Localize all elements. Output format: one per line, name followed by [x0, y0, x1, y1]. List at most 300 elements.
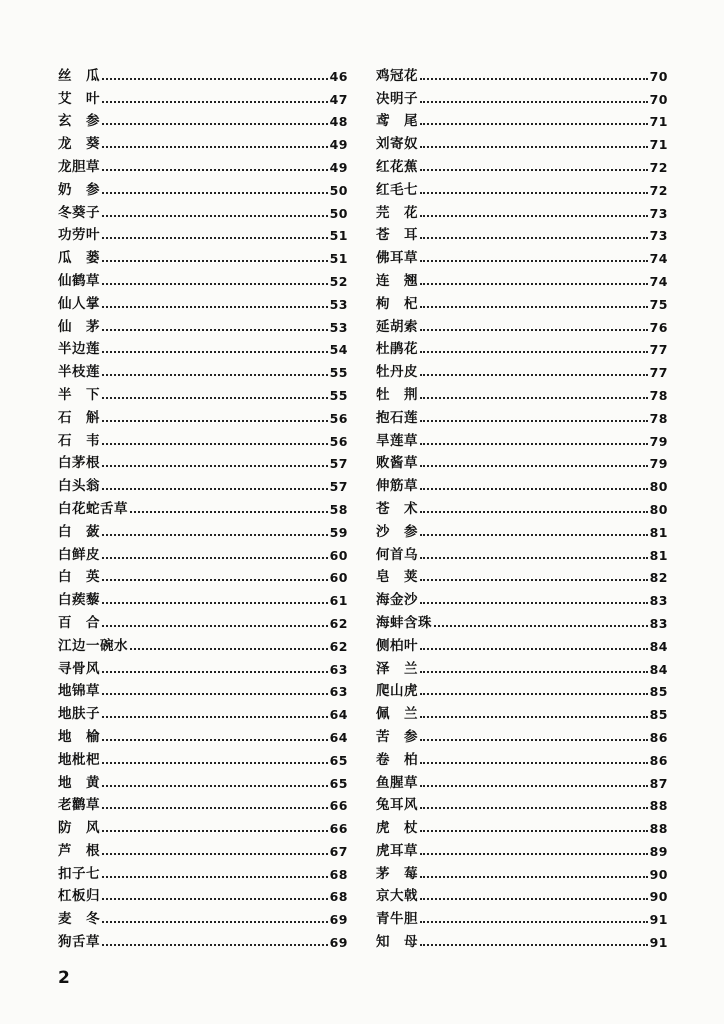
toc-entry	[376, 403, 668, 426]
entry-page: 65	[329, 752, 348, 768]
toc-entry	[58, 152, 348, 175]
entry-name: 白 英	[58, 569, 100, 586]
entry-page: 72	[649, 159, 668, 175]
entry-page: 79	[649, 456, 668, 472]
dot-leader	[102, 283, 328, 285]
dot-leader	[102, 762, 328, 764]
dot-leader	[420, 78, 648, 80]
dot-leader	[102, 465, 328, 467]
toc-entry	[376, 494, 668, 517]
entry-name: 地肤子	[58, 706, 100, 723]
entry-page: 89	[649, 843, 668, 859]
entry-name: 佛耳草	[376, 250, 418, 267]
entry-name: 苍 耳	[376, 227, 418, 244]
toc-entry	[376, 904, 668, 927]
toc-entry	[58, 471, 348, 494]
toc-entry	[376, 927, 668, 950]
toc-entry	[58, 335, 348, 358]
entry-page: 65	[329, 775, 348, 791]
toc-entry	[376, 608, 668, 631]
toc-entry	[376, 289, 668, 312]
toc-entry	[58, 631, 348, 654]
entry-name: 扣子七	[58, 865, 100, 882]
dot-leader	[102, 192, 328, 194]
toc-entry	[58, 517, 348, 540]
dot-leader	[420, 260, 648, 262]
dot-leader	[102, 716, 328, 718]
dot-leader	[102, 397, 328, 399]
entry-page: 51	[329, 251, 348, 267]
entry-name: 功劳叶	[58, 227, 100, 244]
toc-entry	[58, 221, 348, 244]
entry-name: 百 合	[58, 614, 100, 631]
entry-page: 61	[329, 593, 348, 609]
toc-entry	[58, 904, 348, 927]
dot-leader	[420, 557, 648, 559]
entry-page: 84	[649, 661, 668, 677]
entry-name: 江边一碗水	[58, 637, 128, 654]
toc-entry	[376, 745, 668, 768]
entry-name: 兔耳风	[376, 797, 418, 814]
toc-entry	[58, 61, 348, 84]
dot-leader	[102, 534, 328, 536]
toc-entry	[58, 198, 348, 221]
entry-page: 77	[649, 365, 668, 381]
dot-leader	[102, 488, 328, 490]
dot-leader	[420, 579, 648, 581]
entry-page: 86	[649, 752, 668, 768]
toc-entry	[376, 859, 668, 882]
toc-entry	[376, 380, 668, 403]
entry-name: 白头翁	[58, 478, 100, 495]
entry-page: 67	[329, 843, 348, 859]
entry-name: 地枇杷	[58, 751, 100, 768]
toc-entry	[376, 654, 668, 677]
dot-leader	[420, 762, 648, 764]
entry-page: 59	[329, 524, 348, 540]
entry-page: 74	[649, 273, 668, 289]
entry-page: 85	[649, 707, 668, 723]
entry-name: 白茅根	[58, 455, 100, 472]
entry-name: 枸 杞	[376, 295, 418, 312]
toc-entry	[58, 312, 348, 335]
dot-leader	[102, 944, 328, 946]
entry-page: 57	[329, 456, 348, 472]
toc-entry	[58, 289, 348, 312]
dot-leader	[420, 351, 648, 353]
entry-page: 85	[649, 684, 668, 700]
entry-page: 74	[649, 251, 668, 267]
entry-name: 海金沙	[376, 592, 418, 609]
entry-page: 56	[329, 433, 348, 449]
entry-name: 鸡冠花	[376, 67, 418, 84]
entry-name: 仙鹤草	[58, 272, 100, 289]
dot-leader	[420, 237, 648, 239]
entry-name: 沙 参	[376, 523, 418, 540]
entry-page: 51	[329, 228, 348, 244]
toc-entry	[376, 517, 668, 540]
toc-entry	[376, 813, 668, 836]
toc-entry	[376, 129, 668, 152]
dot-leader	[102, 123, 328, 125]
toc-entry	[58, 791, 348, 814]
dot-leader	[420, 465, 648, 467]
dot-leader	[420, 488, 648, 490]
dot-leader	[420, 306, 648, 308]
entry-page: 81	[649, 547, 668, 563]
entry-name: 龙胆草	[58, 158, 100, 175]
dot-leader	[130, 648, 328, 650]
entry-name: 冬葵子	[58, 204, 100, 221]
dot-leader	[420, 420, 648, 422]
entry-name: 半边莲	[58, 341, 100, 358]
toc-entry	[58, 745, 348, 768]
dot-leader	[420, 671, 648, 673]
entry-name: 丝 瓜	[58, 67, 100, 84]
dot-leader	[420, 785, 648, 787]
entry-name: 伸筋草	[376, 478, 418, 495]
dot-leader	[102, 101, 328, 103]
entry-name: 牡 荆	[376, 386, 418, 403]
entry-page: 58	[329, 501, 348, 517]
entry-page: 64	[329, 707, 348, 723]
entry-name: 仙人掌	[58, 295, 100, 312]
toc-entry	[58, 768, 348, 791]
entry-name: 艾 叶	[58, 90, 100, 107]
entry-page: 83	[649, 593, 668, 609]
entry-name: 牡丹皮	[376, 364, 418, 381]
entry-name: 延胡索	[376, 318, 418, 335]
dot-leader	[102, 215, 328, 217]
toc-entry	[58, 927, 348, 950]
entry-page: 84	[649, 638, 668, 654]
dot-leader	[434, 625, 648, 627]
dot-leader	[102, 579, 328, 581]
toc-entry	[58, 882, 348, 905]
entry-name: 狗舌草	[58, 934, 100, 951]
toc-entry	[376, 585, 668, 608]
entry-page: 78	[649, 387, 668, 403]
dot-leader	[102, 374, 328, 376]
entry-name: 红毛七	[376, 181, 418, 198]
toc-entry	[58, 585, 348, 608]
entry-page: 57	[329, 479, 348, 495]
dot-leader	[102, 785, 328, 787]
dot-leader	[420, 807, 648, 809]
toc-entry	[376, 198, 668, 221]
entry-name: 芫 花	[376, 204, 418, 221]
toc-entry	[58, 836, 348, 859]
entry-page: 68	[329, 866, 348, 882]
entry-page: 66	[329, 798, 348, 814]
dot-leader	[420, 648, 648, 650]
dot-leader	[102, 260, 328, 262]
entry-name: 知 母	[376, 934, 418, 951]
dot-leader	[420, 511, 648, 513]
toc-entry	[376, 791, 668, 814]
entry-page: 60	[329, 547, 348, 563]
dot-leader	[102, 237, 328, 239]
entry-page: 62	[329, 638, 348, 654]
toc-entry	[376, 335, 668, 358]
entry-page: 62	[329, 615, 348, 631]
toc-entry	[58, 449, 348, 472]
dot-leader	[102, 78, 328, 80]
dot-leader	[420, 602, 648, 604]
dot-leader	[102, 830, 328, 832]
entry-name: 皂 荚	[376, 569, 418, 586]
entry-name: 龙 葵	[58, 136, 100, 153]
toc-entry	[376, 677, 668, 700]
entry-page: 63	[329, 661, 348, 677]
dot-leader	[102, 169, 328, 171]
toc-entry	[376, 221, 668, 244]
toc-entry	[58, 859, 348, 882]
entry-page: 53	[329, 296, 348, 312]
entry-page: 70	[649, 91, 668, 107]
dot-leader	[420, 853, 648, 855]
page-number: 2	[58, 968, 70, 988]
entry-name: 瓜 蒌	[58, 250, 100, 267]
dot-leader	[420, 830, 648, 832]
entry-page: 53	[329, 319, 348, 335]
entry-name: 鱼腥草	[376, 774, 418, 791]
entry-page: 54	[329, 342, 348, 358]
dot-leader	[420, 192, 648, 194]
entry-page: 49	[329, 137, 348, 153]
dot-leader	[420, 329, 648, 331]
entry-page: 78	[649, 410, 668, 426]
entry-page: 91	[649, 912, 668, 928]
toc-entry	[58, 129, 348, 152]
toc-entry	[58, 84, 348, 107]
entry-page: 83	[649, 615, 668, 631]
entry-page: 50	[329, 182, 348, 198]
entry-name: 茅 莓	[376, 865, 418, 882]
entry-name: 白蒺藜	[58, 592, 100, 609]
entry-name: 卷 柏	[376, 751, 418, 768]
dot-leader	[102, 921, 328, 923]
entry-page: 86	[649, 729, 668, 745]
toc-entry	[376, 61, 668, 84]
entry-name: 老鹳草	[58, 797, 100, 814]
toc-entry	[58, 243, 348, 266]
entry-page: 81	[649, 524, 668, 540]
toc-entry	[58, 494, 348, 517]
toc-entry	[58, 357, 348, 380]
dot-leader	[420, 693, 648, 695]
entry-page: 76	[649, 319, 668, 335]
dot-leader	[420, 876, 648, 878]
entry-page: 48	[329, 114, 348, 130]
entry-page: 49	[329, 159, 348, 175]
entry-name: 杠板归	[58, 888, 100, 905]
entry-page: 46	[329, 68, 348, 84]
entry-page: 88	[649, 798, 668, 814]
dot-leader	[420, 283, 648, 285]
entry-page: 75	[649, 296, 668, 312]
toc-entry	[376, 471, 668, 494]
entry-page: 69	[329, 935, 348, 951]
dot-leader	[420, 739, 648, 741]
toc-left-column	[58, 61, 348, 950]
entry-page: 73	[649, 228, 668, 244]
toc-entry	[58, 266, 348, 289]
dot-leader	[420, 215, 648, 217]
entry-name: 苦 参	[376, 728, 418, 745]
toc-entry	[376, 243, 668, 266]
entry-name: 红花蕉	[376, 158, 418, 175]
dot-leader	[102, 443, 328, 445]
toc-entry	[376, 836, 668, 859]
dot-leader	[102, 739, 328, 741]
entry-name: 麦 冬	[58, 911, 100, 928]
entry-name: 白鲜皮	[58, 546, 100, 563]
toc-entry	[376, 107, 668, 130]
toc-entry	[376, 426, 668, 449]
dot-leader	[102, 625, 328, 627]
toc-entry	[58, 107, 348, 130]
entry-name: 何首乌	[376, 546, 418, 563]
dot-leader	[420, 898, 648, 900]
entry-name: 决明子	[376, 90, 418, 107]
entry-name: 鸢 尾	[376, 113, 418, 130]
toc-entry	[58, 813, 348, 836]
entry-name: 爬山虎	[376, 683, 418, 700]
dot-leader	[102, 807, 328, 809]
entry-page: 68	[329, 889, 348, 905]
toc-entry	[376, 312, 668, 335]
entry-name: 抱石莲	[376, 409, 418, 426]
entry-name: 石 韦	[58, 432, 100, 449]
dot-leader	[102, 557, 328, 559]
dot-leader	[420, 443, 648, 445]
entry-page: 70	[649, 68, 668, 84]
toc-entry	[376, 768, 668, 791]
entry-page: 90	[649, 866, 668, 882]
toc-entry	[58, 654, 348, 677]
entry-name: 地锦草	[58, 683, 100, 700]
dot-leader	[420, 534, 648, 536]
entry-name: 连 翘	[376, 272, 418, 289]
toc-entry	[58, 403, 348, 426]
entry-name: 侧柏叶	[376, 637, 418, 654]
toc-entry	[58, 426, 348, 449]
dot-leader	[102, 420, 328, 422]
entry-page: 60	[329, 570, 348, 586]
entry-page: 80	[649, 479, 668, 495]
dot-leader	[420, 397, 648, 399]
entry-page: 71	[649, 137, 668, 153]
entry-name: 败酱草	[376, 455, 418, 472]
entry-name: 泽 兰	[376, 660, 418, 677]
entry-name: 旱莲草	[376, 432, 418, 449]
entry-page: 72	[649, 182, 668, 198]
toc-entry	[376, 699, 668, 722]
entry-page: 88	[649, 821, 668, 837]
entry-name: 防 风	[58, 820, 100, 837]
toc-entry	[58, 540, 348, 563]
toc-entry	[376, 882, 668, 905]
entry-page: 66	[329, 821, 348, 837]
dot-leader	[102, 898, 328, 900]
entry-name: 佩 兰	[376, 706, 418, 723]
entry-name: 杜鹃花	[376, 341, 418, 358]
entry-name: 半 下	[58, 386, 100, 403]
toc-entry	[58, 722, 348, 745]
entry-name: 地 榆	[58, 728, 100, 745]
entry-name: 芦 根	[58, 842, 100, 859]
entry-name: 半枝莲	[58, 364, 100, 381]
dot-leader	[102, 671, 328, 673]
toc-entry	[58, 175, 348, 198]
dot-leader	[420, 374, 648, 376]
dot-leader	[420, 921, 648, 923]
entry-name: 青牛胆	[376, 911, 418, 928]
entry-page: 87	[649, 775, 668, 791]
dot-leader	[102, 306, 328, 308]
entry-name: 苍 术	[376, 500, 418, 517]
entry-name: 京大戟	[376, 888, 418, 905]
entry-name: 海蚌含珠	[376, 614, 432, 631]
toc-right-column	[376, 61, 668, 950]
toc-entry	[376, 84, 668, 107]
toc-entry	[58, 677, 348, 700]
entry-page: 77	[649, 342, 668, 358]
toc-entry	[58, 380, 348, 403]
toc-entry	[58, 699, 348, 722]
entry-page: 82	[649, 570, 668, 586]
dot-leader	[102, 329, 328, 331]
dot-leader	[420, 716, 648, 718]
dot-leader	[102, 146, 328, 148]
entry-page: 47	[329, 91, 348, 107]
entry-name: 虎 杖	[376, 820, 418, 837]
dot-leader	[102, 602, 328, 604]
toc-entry	[376, 266, 668, 289]
entry-name: 刘寄奴	[376, 136, 418, 153]
dot-leader	[420, 169, 648, 171]
dot-leader	[102, 351, 328, 353]
entry-page: 79	[649, 433, 668, 449]
entry-name: 奶 参	[58, 181, 100, 198]
entry-name: 白花蛇舌草	[58, 500, 128, 517]
entry-page: 56	[329, 410, 348, 426]
toc-entry	[376, 631, 668, 654]
entry-name: 寻骨风	[58, 660, 100, 677]
toc-entry	[376, 152, 668, 175]
entry-page: 73	[649, 205, 668, 221]
entry-name: 白 蔹	[58, 523, 100, 540]
dot-leader	[420, 123, 648, 125]
toc-entry	[376, 722, 668, 745]
toc-entry	[376, 449, 668, 472]
entry-page: 55	[329, 365, 348, 381]
entry-page: 55	[329, 387, 348, 403]
dot-leader	[420, 101, 648, 103]
entry-name: 石 斛	[58, 409, 100, 426]
entry-name: 玄 参	[58, 113, 100, 130]
entry-page: 91	[649, 935, 668, 951]
entry-page: 90	[649, 889, 668, 905]
entry-page: 71	[649, 114, 668, 130]
toc-entry	[376, 563, 668, 586]
entry-page: 52	[329, 273, 348, 289]
entry-name: 仙 茅	[58, 318, 100, 335]
entry-page: 64	[329, 729, 348, 745]
entry-page: 80	[649, 501, 668, 517]
dot-leader	[102, 876, 328, 878]
